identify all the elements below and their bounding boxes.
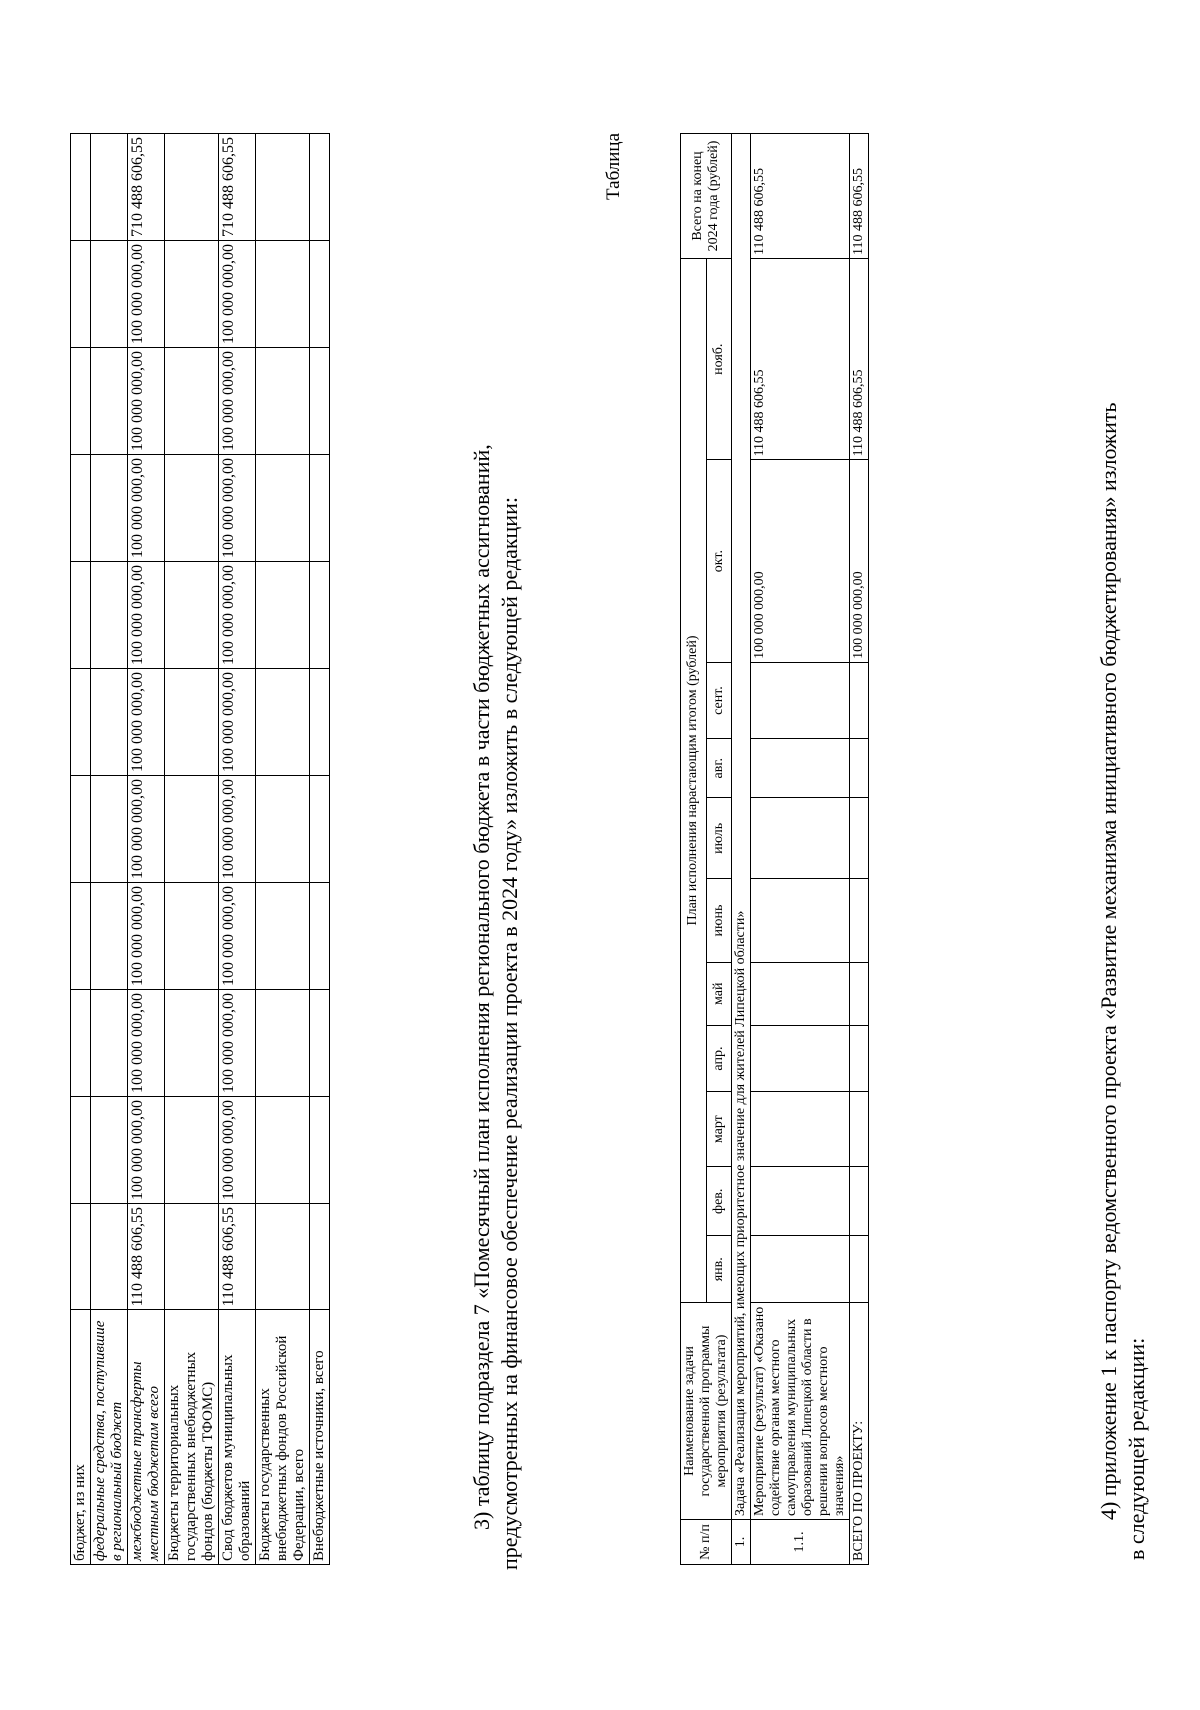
budget-cell bbox=[91, 883, 128, 990]
month-header: сент. bbox=[706, 662, 732, 738]
total-value-cell bbox=[850, 1092, 869, 1167]
task-text: Задача «Реализация мероприятий, имеющих приоритетное значение для жителей Липецкой области» bbox=[732, 134, 751, 1520]
budget-cell: 100 000 000,00 bbox=[219, 348, 256, 455]
event-value-cell bbox=[751, 739, 850, 798]
budget-cell bbox=[310, 669, 330, 776]
budget-cell bbox=[310, 1097, 330, 1204]
budget-cell: 100 000 000,00 bbox=[128, 562, 165, 669]
budget-cell bbox=[256, 241, 310, 348]
budget-cell bbox=[256, 348, 310, 455]
paragraph-3-line2: предусмотренных на финансовое обеспечение реализации проекта в 2024 году» изложить в следующей редакции: bbox=[497, 497, 522, 1570]
budget-cell: 100 000 000,00 bbox=[128, 990, 165, 1097]
budget-cell bbox=[256, 134, 310, 241]
budget-cell bbox=[165, 134, 219, 241]
budget-cell bbox=[71, 134, 91, 241]
budget-row bbox=[219, 134, 256, 1565]
budget-cell bbox=[256, 669, 310, 776]
budget-cell bbox=[310, 348, 330, 455]
month-header: апр. bbox=[706, 1025, 732, 1091]
budget-cell bbox=[71, 241, 91, 348]
budget-cell bbox=[71, 455, 91, 562]
paragraph-3-line1: 3) таблицу подраздела 7 «Помесячный план исполнения регионального бюджета в части бюджетных ассигнований, bbox=[469, 444, 494, 1530]
month-header: май bbox=[706, 962, 732, 1025]
budget-cell bbox=[71, 776, 91, 883]
col-name-header: Наименование задачи государственной программы мероприятия (результата) bbox=[681, 1303, 732, 1520]
event-value-cell bbox=[751, 1236, 850, 1303]
budget-row-label: федеральные средства, поступившие в региональный бюджет bbox=[91, 1310, 128, 1565]
budget-row-label: Свод бюджетов муниципальных образований bbox=[219, 1310, 256, 1565]
budget-cell bbox=[91, 990, 128, 1097]
event-value-cell bbox=[751, 1167, 850, 1236]
budget-cell: 100 000 000,00 bbox=[128, 669, 165, 776]
budget-cell: 100 000 000,00 bbox=[219, 669, 256, 776]
event-value-cell bbox=[751, 962, 850, 1025]
budget-cell bbox=[310, 990, 330, 1097]
budget-cell bbox=[165, 1204, 219, 1310]
budget-row-label: Внебюджетные источники, всего bbox=[310, 1310, 330, 1565]
budget-cell: 100 000 000,00 bbox=[128, 455, 165, 562]
month-header: янв. bbox=[706, 1236, 732, 1303]
budget-cell: 100 000 000,00 bbox=[128, 776, 165, 883]
budget-cell bbox=[165, 562, 219, 669]
total-value-cell bbox=[850, 1236, 869, 1303]
plan-table bbox=[680, 133, 869, 1565]
col-number-header: № п/п bbox=[681, 1520, 732, 1565]
total-row bbox=[850, 134, 869, 1565]
budget-cell bbox=[91, 1204, 128, 1310]
budget-cell bbox=[165, 776, 219, 883]
task-number: 1. bbox=[732, 1520, 751, 1565]
budget-cell bbox=[91, 348, 128, 455]
month-header: фев. bbox=[706, 1167, 732, 1236]
paragraph-4-line2: в следующей редакции: bbox=[1124, 1337, 1149, 1560]
budget-cell: 100 000 000,00 bbox=[219, 990, 256, 1097]
budget-cell bbox=[71, 1204, 91, 1310]
event-value-cell: 110 488 606,55 bbox=[751, 134, 850, 259]
budget-cell bbox=[256, 562, 310, 669]
total-value-cell bbox=[850, 1025, 869, 1091]
paragraph-4 bbox=[1095, 402, 1151, 1560]
budget-cell bbox=[256, 776, 310, 883]
budget-cell bbox=[256, 455, 310, 562]
budget-cell bbox=[310, 241, 330, 348]
budget-cell bbox=[165, 1097, 219, 1204]
budget-row bbox=[71, 134, 91, 1565]
plan-header-row-1 bbox=[681, 134, 707, 1565]
budget-row bbox=[310, 134, 330, 1565]
budget-cell bbox=[91, 134, 128, 241]
event-number: 1.1. bbox=[751, 1520, 850, 1565]
col-plan-header: План исполнения нарастающим итогом (рублей) bbox=[681, 259, 707, 1303]
budget-cell bbox=[165, 455, 219, 562]
budget-row bbox=[256, 134, 310, 1565]
budget-cell bbox=[310, 134, 330, 241]
budget-cell bbox=[165, 883, 219, 990]
budget-cell bbox=[91, 1097, 128, 1204]
paragraph-4-line1: 4) приложение 1 к паспорту ведомственного проекта «Развитие механизма инициативного бюджетирования» изложить bbox=[1096, 402, 1121, 1520]
total-value-cell bbox=[850, 798, 869, 879]
col-total-header: Всего на конец 2024 года (рублей) bbox=[681, 134, 732, 259]
total-value-cell bbox=[850, 739, 869, 798]
budget-cell bbox=[71, 1097, 91, 1204]
budget-cell bbox=[91, 455, 128, 562]
budget-cell bbox=[310, 1204, 330, 1310]
month-header: окт. bbox=[706, 460, 732, 662]
event-value-cell bbox=[751, 798, 850, 879]
budget-cell bbox=[91, 776, 128, 883]
budget-cell bbox=[310, 455, 330, 562]
event-row bbox=[751, 134, 850, 1565]
budget-table bbox=[70, 133, 330, 1565]
event-text: Мероприятие (результат) «Оказано содействие органам местного самоуправления муниципальных образований Липецкой области в решении вопросов местного значения» bbox=[751, 1303, 850, 1520]
budget-cell bbox=[71, 348, 91, 455]
budget-cell: 100 000 000,00 bbox=[219, 455, 256, 562]
budget-row-label: Бюджеты государственных внебюджетных фондов Российской Федерации, всего bbox=[256, 1310, 310, 1565]
table-caption: Таблица bbox=[603, 132, 624, 200]
budget-cell bbox=[256, 883, 310, 990]
paragraph-3 bbox=[468, 444, 524, 1570]
budget-cell bbox=[310, 776, 330, 883]
budget-cell bbox=[71, 562, 91, 669]
event-value-cell: 100 000 000,00 bbox=[751, 460, 850, 662]
budget-row-label: межбюджетные трансферты местным бюджетам всего bbox=[128, 1310, 165, 1565]
event-value-cell bbox=[751, 1025, 850, 1091]
budget-cell: 100 000 000,00 bbox=[128, 883, 165, 990]
budget-cell bbox=[256, 1097, 310, 1204]
budget-cell: 110 488 606,55 bbox=[128, 1204, 165, 1310]
total-value-cell bbox=[850, 962, 869, 1025]
total-label: ВСЕГО ПО ПРОЕКТУ: bbox=[850, 1303, 869, 1565]
total-value-cell: 100 000 000,00 bbox=[850, 460, 869, 662]
budget-cell bbox=[71, 669, 91, 776]
month-header: март bbox=[706, 1092, 732, 1167]
month-header: авг. bbox=[706, 739, 732, 798]
budget-cell bbox=[71, 990, 91, 1097]
budget-cell bbox=[165, 669, 219, 776]
budget-row bbox=[128, 134, 165, 1565]
budget-cell bbox=[71, 883, 91, 990]
task-row bbox=[732, 134, 751, 1565]
budget-row bbox=[165, 134, 219, 1565]
budget-cell: 100 000 000,00 bbox=[128, 241, 165, 348]
budget-cell bbox=[310, 562, 330, 669]
budget-cell bbox=[310, 883, 330, 990]
month-header: июнь bbox=[706, 879, 732, 962]
month-header: нояб. bbox=[706, 259, 732, 460]
budget-row bbox=[91, 134, 128, 1565]
budget-row-label: Бюджеты территориальных государственных внебюджетных фондов (бюджеты ТФОМС) bbox=[165, 1310, 219, 1565]
budget-cell bbox=[165, 241, 219, 348]
budget-row-label: бюджет, из них bbox=[71, 1310, 91, 1565]
total-value-cell: 110 488 606,55 bbox=[850, 134, 869, 259]
budget-cell: 100 000 000,00 bbox=[128, 1097, 165, 1204]
budget-cell: 100 000 000,00 bbox=[219, 776, 256, 883]
budget-cell bbox=[91, 669, 128, 776]
budget-cell bbox=[256, 990, 310, 1097]
budget-cell: 100 000 000,00 bbox=[128, 348, 165, 455]
total-value-cell: 110 488 606,55 bbox=[850, 259, 869, 460]
budget-cell: 100 000 000,00 bbox=[219, 1097, 256, 1204]
budget-cell bbox=[165, 348, 219, 455]
budget-cell bbox=[256, 1204, 310, 1310]
budget-cell: 100 000 000,00 bbox=[219, 241, 256, 348]
total-value-cell bbox=[850, 662, 869, 738]
total-value-cell bbox=[850, 879, 869, 962]
event-value-cell bbox=[751, 662, 850, 738]
budget-cell bbox=[165, 990, 219, 1097]
budget-cell: 110 488 606,55 bbox=[219, 1204, 256, 1310]
event-value-cell bbox=[751, 1092, 850, 1167]
budget-cell bbox=[91, 241, 128, 348]
month-header: июль bbox=[706, 798, 732, 879]
total-value-cell bbox=[850, 1167, 869, 1236]
event-value-cell: 110 488 606,55 bbox=[751, 259, 850, 460]
event-value-cell bbox=[751, 879, 850, 962]
budget-cell: 710 488 606,55 bbox=[128, 134, 165, 241]
budget-cell: 100 000 000,00 bbox=[219, 883, 256, 990]
budget-cell: 100 000 000,00 bbox=[219, 562, 256, 669]
budget-cell bbox=[91, 562, 128, 669]
budget-cell: 710 488 606,55 bbox=[219, 134, 256, 241]
